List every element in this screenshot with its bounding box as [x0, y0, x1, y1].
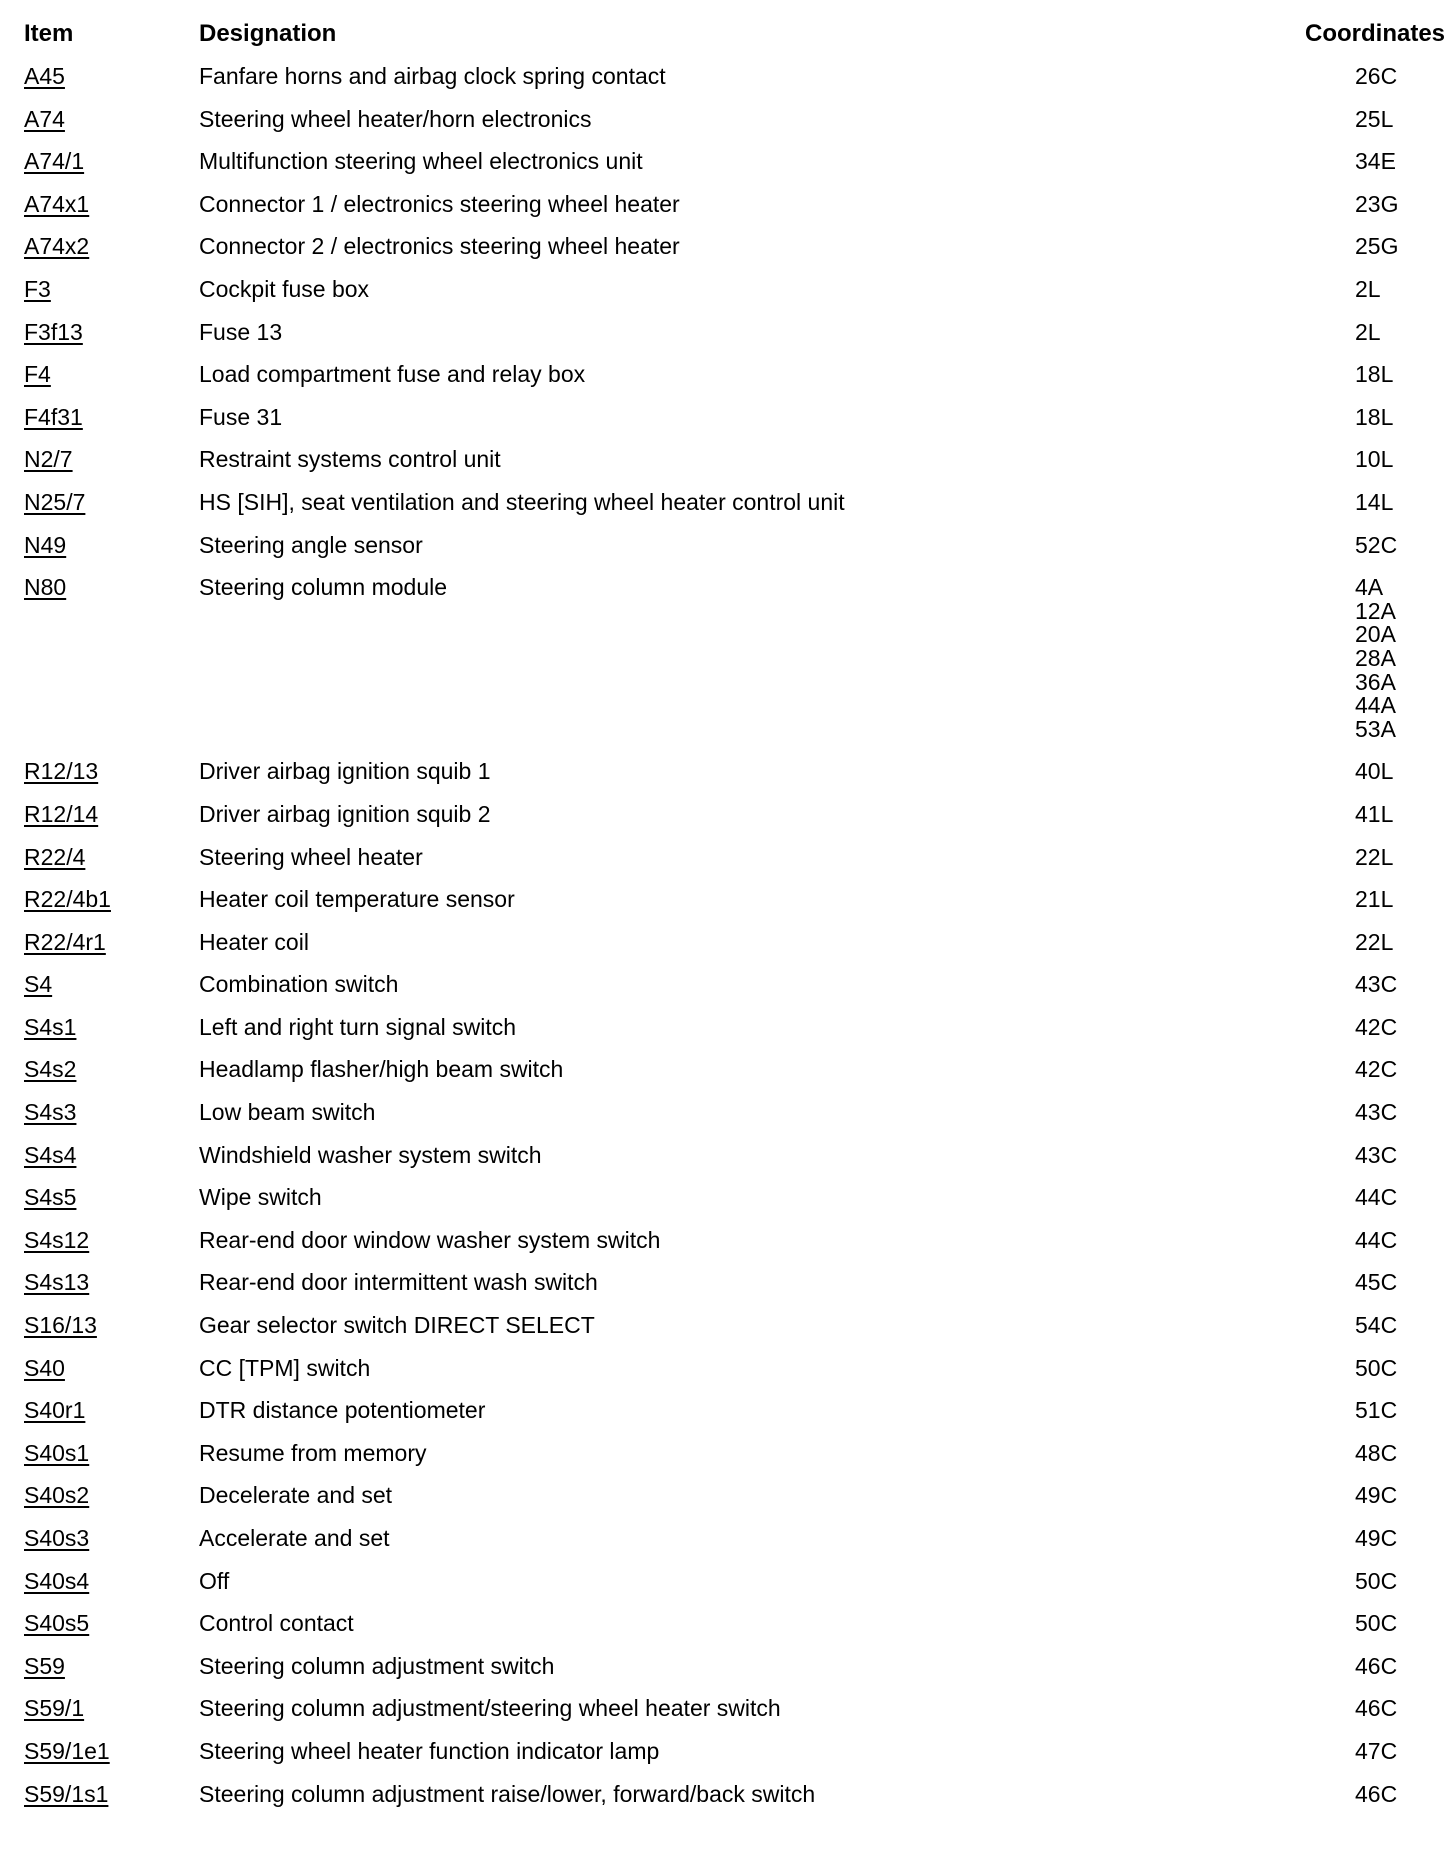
legend-table-body	[0, 60, 1456, 1820]
coordinates-cell	[1355, 276, 1415, 304]
table-row	[0, 1735, 1456, 1778]
table-row	[0, 883, 1456, 926]
item-link[interactable]: S59	[24, 1652, 65, 1679]
item-link[interactable]: A74	[24, 105, 65, 132]
coordinates-cell	[1355, 1525, 1415, 1553]
coordinates-cell	[1355, 191, 1415, 219]
coordinate-value: 49C	[1355, 1525, 1398, 1551]
designation-text: HS [SIH], seat ventilation and steering wheel heater control unit	[199, 488, 845, 515]
item-link[interactable]: S59/1	[24, 1695, 85, 1722]
designation-text: Connector 1 / electronics steering wheel heater	[199, 190, 680, 217]
designation-text: DTR distance potentiometer	[199, 1397, 486, 1424]
coordinates-cell	[1355, 844, 1415, 872]
coordinate-value: 48C	[1355, 1439, 1398, 1466]
designation-text: Steering angle sensor	[199, 531, 423, 558]
table-row	[0, 1692, 1456, 1735]
table-row	[0, 1309, 1456, 1352]
designation-text: Fanfare horns and airbag clock spring contact	[199, 63, 666, 89]
coordinate-value: 52C	[1355, 531, 1398, 558]
coordinate-value: 45C	[1355, 1269, 1398, 1296]
coordinates-cell	[1355, 1568, 1415, 1596]
coordinate-value: 23G	[1355, 190, 1399, 217]
coordinates-cell	[1355, 1099, 1415, 1127]
table-row	[0, 103, 1456, 146]
coordinate-value: 41L	[1355, 800, 1394, 827]
coordinate-value: 44C	[1355, 1184, 1398, 1211]
coordinate-value: 25L	[1355, 105, 1394, 132]
table-row	[0, 486, 1456, 529]
coordinate-value: 22L	[1355, 928, 1394, 955]
designation-text: Steering column module	[199, 574, 448, 601]
designation-text: Connector 2 / electronics steering wheel heater	[199, 233, 680, 260]
item-link[interactable]: S4s4	[24, 1141, 77, 1168]
table-row	[0, 1522, 1456, 1565]
coordinate-value: 42C	[1355, 1056, 1398, 1083]
item-link[interactable]: S40s5	[24, 1610, 90, 1637]
designation-text: Load compartment fuse and relay box	[199, 361, 586, 388]
item-link[interactable]: S59/1s1	[24, 1780, 109, 1807]
table-row	[0, 798, 1456, 841]
designation-text: Headlamp flasher/high beam switch	[199, 1056, 564, 1083]
item-link[interactable]: S4s5	[24, 1184, 77, 1211]
designation-text: Rear-end door intermittent wash switch	[199, 1269, 598, 1296]
item-link[interactable]: R22/4r1	[24, 928, 106, 955]
designation-text: Windshield washer system switch	[199, 1141, 542, 1168]
item-link[interactable]: A74x1	[24, 190, 90, 217]
designation-text: Steering wheel heater/horn electronics	[199, 105, 592, 132]
designation-text: Heater coil	[199, 928, 309, 955]
item-link[interactable]: S40s1	[24, 1439, 90, 1466]
coordinate-value: 2L	[1355, 275, 1381, 302]
coordinates-cell	[1355, 361, 1415, 389]
table-row	[0, 358, 1456, 401]
item-link[interactable]: S40s2	[24, 1482, 90, 1509]
designation-text: Fuse 13	[199, 318, 283, 345]
coordinates-cell	[1355, 1014, 1415, 1042]
coordinate-value: 46C	[1355, 1652, 1398, 1679]
coordinates-cell	[1355, 929, 1415, 957]
table-row	[0, 1352, 1456, 1395]
table-row	[0, 230, 1456, 273]
coordinates-cell	[1355, 1056, 1415, 1084]
item-link[interactable]: A74x2	[24, 233, 90, 260]
coordinate-value: 2L	[1355, 318, 1381, 345]
coordinates-cell	[1355, 1738, 1415, 1766]
item-link[interactable]: R22/4b1	[24, 886, 111, 913]
designation-text: Fuse 31	[199, 403, 283, 430]
item-link[interactable]: S40	[24, 1354, 65, 1381]
item-link[interactable]: S4s3	[24, 1099, 77, 1126]
coordinates-cell	[1355, 1781, 1415, 1809]
coordinate-value: 36A	[1355, 668, 1396, 695]
coordinates-cell	[1355, 1184, 1415, 1212]
header-item: Item	[24, 20, 74, 47]
coordinates-cell	[1355, 63, 1415, 91]
table-row	[0, 1181, 1456, 1224]
coordinates-cell	[1355, 1653, 1415, 1681]
coordinates-cell	[1355, 532, 1415, 560]
coordinate-value: 49C	[1355, 1482, 1398, 1509]
coordinates-cell	[1355, 489, 1415, 517]
item-link[interactable]: S4s1	[24, 1013, 77, 1040]
table-row	[0, 571, 1456, 755]
coordinate-value: 43C	[1355, 1141, 1398, 1168]
coordinate-value: 18L	[1355, 403, 1394, 430]
coordinate-value: 53A	[1355, 715, 1396, 742]
header-designation: Designation	[199, 20, 337, 47]
table-row	[0, 1437, 1456, 1480]
coordinate-value: 34E	[1355, 148, 1396, 175]
coordinates-cell	[1355, 1397, 1415, 1425]
coordinate-value: 12A	[1355, 597, 1396, 624]
item-link[interactable]: S59/1e1	[24, 1737, 110, 1764]
item-link[interactable]: S40s4	[24, 1567, 90, 1594]
item-link[interactable]: S40r1	[24, 1397, 86, 1424]
coordinate-value: 10L	[1355, 446, 1394, 473]
item-link[interactable]: N25/7	[24, 488, 86, 515]
coordinates-cell	[1355, 1610, 1415, 1638]
designation-text: Off	[199, 1567, 230, 1594]
item-link[interactable]: A45	[24, 63, 65, 89]
designation-text: Steering column adjustment switch	[199, 1652, 555, 1679]
coordinates-cell	[1355, 1440, 1415, 1468]
coordinate-value: 44C	[1355, 1226, 1398, 1253]
coordinate-value: 26C	[1355, 63, 1398, 89]
item-link[interactable]: R22/4	[24, 843, 86, 870]
coordinates-cell	[1355, 886, 1415, 914]
table-row	[0, 1394, 1456, 1437]
item-link[interactable]: N2/7	[24, 446, 73, 473]
coordinates-cell	[1355, 1482, 1415, 1510]
table-row	[0, 1607, 1456, 1650]
coordinate-value: 50C	[1355, 1567, 1398, 1594]
table-row	[0, 273, 1456, 316]
table-row	[0, 1650, 1456, 1693]
coordinate-value: 42C	[1355, 1013, 1398, 1040]
designation-text: Steering column adjustment/steering wheel heater switch	[199, 1695, 781, 1722]
table-row	[0, 1139, 1456, 1182]
coordinate-value: 50C	[1355, 1354, 1398, 1381]
item-link[interactable]: A74/1	[24, 148, 85, 175]
designation-text: CC [TPM] switch	[199, 1354, 371, 1381]
table-row	[0, 926, 1456, 969]
designation-text: Resume from memory	[199, 1439, 427, 1466]
coordinates-cell	[1355, 446, 1415, 474]
item-link[interactable]: N49	[24, 531, 67, 558]
table-row	[0, 1096, 1456, 1139]
table-row	[0, 60, 1456, 103]
designation-text: Left and right turn signal switch	[199, 1013, 517, 1040]
designation-text: Driver airbag ignition squib 2	[199, 800, 491, 827]
coordinates-cell	[1355, 233, 1415, 261]
table-row	[0, 1479, 1456, 1522]
table-row	[0, 443, 1456, 486]
item-link[interactable]: S4s13	[24, 1269, 90, 1296]
coordinate-value: 54C	[1355, 1312, 1398, 1339]
table-row	[0, 968, 1456, 1011]
designation-text: Gear selector switch DIRECT SELECT	[199, 1312, 595, 1339]
coordinate-value: 4A	[1355, 574, 1384, 601]
coordinate-value: 21L	[1355, 886, 1394, 913]
designation-text: Combination switch	[199, 971, 399, 998]
designation-text: Driver airbag ignition squib 1	[199, 758, 491, 785]
designation-text: Low beam switch	[199, 1099, 376, 1126]
coordinates-cell	[1355, 1227, 1415, 1255]
coordinate-value: 44A	[1355, 692, 1396, 719]
coordinates-cell	[1355, 1695, 1415, 1723]
coordinates-cell	[1355, 106, 1415, 134]
coordinate-value: 43C	[1355, 1099, 1398, 1126]
designation-text: Restraint systems control unit	[199, 446, 501, 473]
coordinate-value: 47C	[1355, 1737, 1398, 1764]
item-link[interactable]: F4f31	[24, 403, 83, 430]
table-row	[0, 1053, 1456, 1096]
coordinates-cell	[1355, 801, 1415, 829]
coordinate-value: 22L	[1355, 843, 1394, 870]
table-row	[0, 841, 1456, 884]
coordinates-cell	[1355, 574, 1415, 742]
table-row	[0, 1266, 1456, 1309]
table-row	[0, 1778, 1456, 1821]
coordinates-cell	[1355, 1269, 1415, 1297]
designation-text: Steering column adjustment raise/lower, forward/back switch	[199, 1780, 816, 1807]
designation-text: Steering wheel heater function indicator lamp	[199, 1737, 660, 1764]
coordinate-value: 51C	[1355, 1397, 1398, 1424]
coordinate-value: 40L	[1355, 758, 1394, 785]
table-row	[0, 145, 1456, 188]
table-row	[0, 1011, 1456, 1054]
table-row	[0, 755, 1456, 798]
coordinate-value: 46C	[1355, 1780, 1398, 1807]
designation-text: Rear-end door window washer system switch	[199, 1226, 661, 1253]
designation-text: Decelerate and set	[199, 1482, 393, 1509]
item-link[interactable]: R12/13	[24, 758, 99, 785]
item-link[interactable]: S4	[24, 971, 53, 998]
item-link[interactable]: R12/14	[24, 800, 99, 827]
coordinates-cell	[1355, 1355, 1415, 1383]
table-row	[0, 401, 1456, 444]
coordinate-value: 46C	[1355, 1695, 1398, 1722]
table-header	[0, 20, 1456, 52]
item-link[interactable]: F3f13	[24, 318, 83, 345]
designation-text: Multifunction steering wheel electronics unit	[199, 148, 643, 175]
designation-text: Accelerate and set	[199, 1525, 390, 1551]
coordinate-value: 50C	[1355, 1610, 1398, 1637]
coordinates-cell	[1355, 404, 1415, 432]
coordinates-cell	[1355, 148, 1415, 176]
designation-text: Control contact	[199, 1610, 354, 1637]
coordinate-value: 25G	[1355, 233, 1399, 260]
coordinate-value: 28A	[1355, 644, 1396, 671]
item-link[interactable]: S16/13	[24, 1312, 97, 1339]
coordinates-cell	[1355, 1312, 1415, 1340]
item-link[interactable]: S4s12	[24, 1226, 90, 1253]
table-row	[0, 1224, 1456, 1267]
coordinates-cell	[1355, 1142, 1415, 1170]
item-link[interactable]: N80	[24, 574, 67, 601]
table-row	[0, 529, 1456, 572]
coordinate-value: 18L	[1355, 361, 1394, 388]
item-link[interactable]: F4	[24, 361, 51, 388]
item-link[interactable]: S40s3	[24, 1525, 90, 1551]
coordinates-cell	[1355, 758, 1415, 786]
table-row	[0, 188, 1456, 231]
coordinate-value: 14L	[1355, 488, 1394, 515]
coordinate-value: 43C	[1355, 971, 1398, 998]
designation-text: Heater coil temperature sensor	[199, 886, 515, 913]
coordinates-cell	[1355, 319, 1415, 347]
table-row	[0, 316, 1456, 359]
designation-text: Cockpit fuse box	[199, 275, 370, 302]
designation-text: Wipe switch	[199, 1184, 322, 1211]
item-link[interactable]: F3	[24, 275, 51, 302]
coordinates-cell	[1355, 971, 1415, 999]
header-coordinates: Coordinates	[1305, 20, 1446, 47]
item-link[interactable]: S4s2	[24, 1056, 77, 1083]
coordinate-value: 20A	[1355, 621, 1396, 648]
designation-text: Steering wheel heater	[199, 843, 423, 870]
table-row	[0, 1565, 1456, 1608]
